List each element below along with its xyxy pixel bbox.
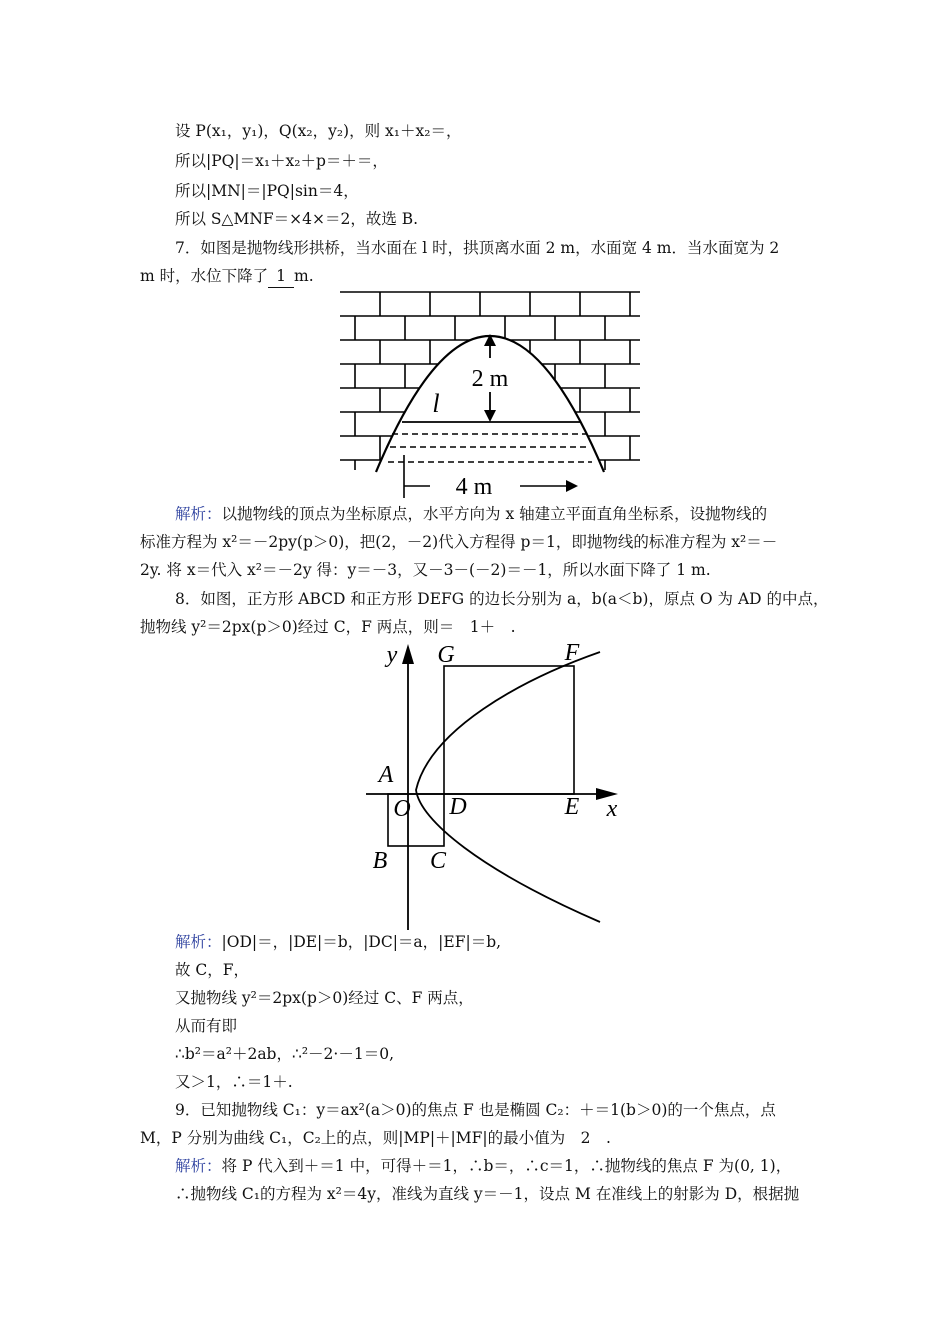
a8-line-3: 又抛物线 y²＝2px(p＞0)经过 C、F 两点， bbox=[175, 989, 474, 1007]
label-F: F bbox=[564, 640, 580, 666]
label-A: A bbox=[378, 762, 394, 788]
label-y: y bbox=[386, 642, 398, 668]
q7-line-1: 7．如图是抛物线形拱桥，当水面在 l 时，拱顶离水面 2 m，水面宽 4 m．当水面宽为 2 bbox=[175, 239, 780, 257]
s6-line-4: 所以 S△MNF＝×4×＝2，故选 B. bbox=[175, 210, 419, 228]
q7-answer: 1 bbox=[268, 265, 294, 288]
a9-tag: 解析： bbox=[175, 1157, 222, 1175]
q7-line-2-post: m. bbox=[294, 267, 314, 285]
a8-line-2: 故 C，F， bbox=[175, 961, 250, 979]
q9-line-1: 9．已知抛物线 C₁：y＝ax²(a＞0)的焦点 F 也是椭圆 C₂：＋＝1(b＞0)的一个焦点，点 bbox=[175, 1101, 776, 1119]
label-2m: 2 m bbox=[471, 366, 509, 392]
label-C: C bbox=[429, 848, 447, 874]
q9-line-2: M，P 分别为曲线 C₁，C₂上的点，则|MP|＋|MF|的最小值为 2 . bbox=[140, 1129, 611, 1147]
a8-tag: 解析： bbox=[175, 933, 222, 951]
label-D: D bbox=[449, 794, 467, 820]
a8-line-5: ∴b²＝a²＋2ab，∴²－2·－1＝0, bbox=[175, 1045, 394, 1063]
s6-line-2: 所以|PQ|＝x₁＋x₂＋p＝＋＝， bbox=[175, 152, 388, 170]
squares-parabola-figure bbox=[360, 640, 622, 930]
label-B: B bbox=[372, 848, 388, 874]
a7-text-1: 以抛物线的顶点为坐标原点，水平方向为 x 轴建立平面直角坐标系，设抛物线的 bbox=[221, 505, 768, 523]
label-4m: 4 m bbox=[455, 474, 493, 500]
a7-line-2: 标准方程为 x²＝－2py(p＞0)，把(2，－2)代入方程得 p＝1，即抛物线的标准方程为 x²＝－ bbox=[140, 533, 778, 551]
q8-line-2: 抛物线 y²＝2px(p＞0)经过 C，F 两点，则＝ 1＋ . bbox=[140, 618, 516, 636]
a8-line-4: 从而有即 bbox=[175, 1017, 238, 1035]
s6-line-1: 设 P(x₁，y₁)，Q(x₂，y₂)，则 x₁＋x₂＝， bbox=[175, 122, 462, 140]
a8-line-6: 又＞1，∴＝1＋. bbox=[175, 1073, 293, 1091]
a7-line-3: 2y. 将 x＝代入 x²＝－2y 得：y＝－3，又－3－(－2)＝－1，所以水面下降了 1 m. bbox=[140, 561, 711, 579]
square-DEFG bbox=[444, 666, 574, 794]
label-E: E bbox=[564, 794, 580, 820]
a7-line-1 bbox=[175, 503, 767, 525]
label-G: G bbox=[437, 642, 455, 668]
q7-line-2-pre: m 时，水位下降了 bbox=[140, 267, 269, 285]
label-l: l bbox=[432, 389, 440, 418]
a9-line-1 bbox=[175, 1155, 791, 1177]
a7-tag: 解析： bbox=[175, 505, 222, 523]
a8-line-1 bbox=[175, 931, 501, 953]
q8-line-1: 8．如图，正方形 ABCD 和正方形 DEFG 的边长分别为 a，b(a＜b)，原点 O 为 AD 的中点， bbox=[175, 590, 829, 608]
a9-text-1: 将 P 代入到＋＝1 中，可得＋＝1，∴b＝，∴c＝1，∴抛物线的焦点 F 为(0, 1)， bbox=[221, 1157, 792, 1175]
bridge-figure bbox=[340, 290, 640, 500]
label-O: O bbox=[393, 796, 411, 822]
label-x: x bbox=[606, 796, 618, 822]
a9-line-2: ∴抛物线 C₁的方程为 x²＝4y，准线为直线 y＝－1，设点 M 在准线上的射影为 D，根据抛 bbox=[175, 1185, 800, 1203]
a8-text-1: |OD|＝，|DE|＝b，|DC|＝a，|EF|＝b, bbox=[221, 933, 502, 951]
s6-line-3: 所以|MN|＝|PQ|sin＝4， bbox=[175, 182, 359, 200]
q7-line-2 bbox=[140, 265, 314, 288]
